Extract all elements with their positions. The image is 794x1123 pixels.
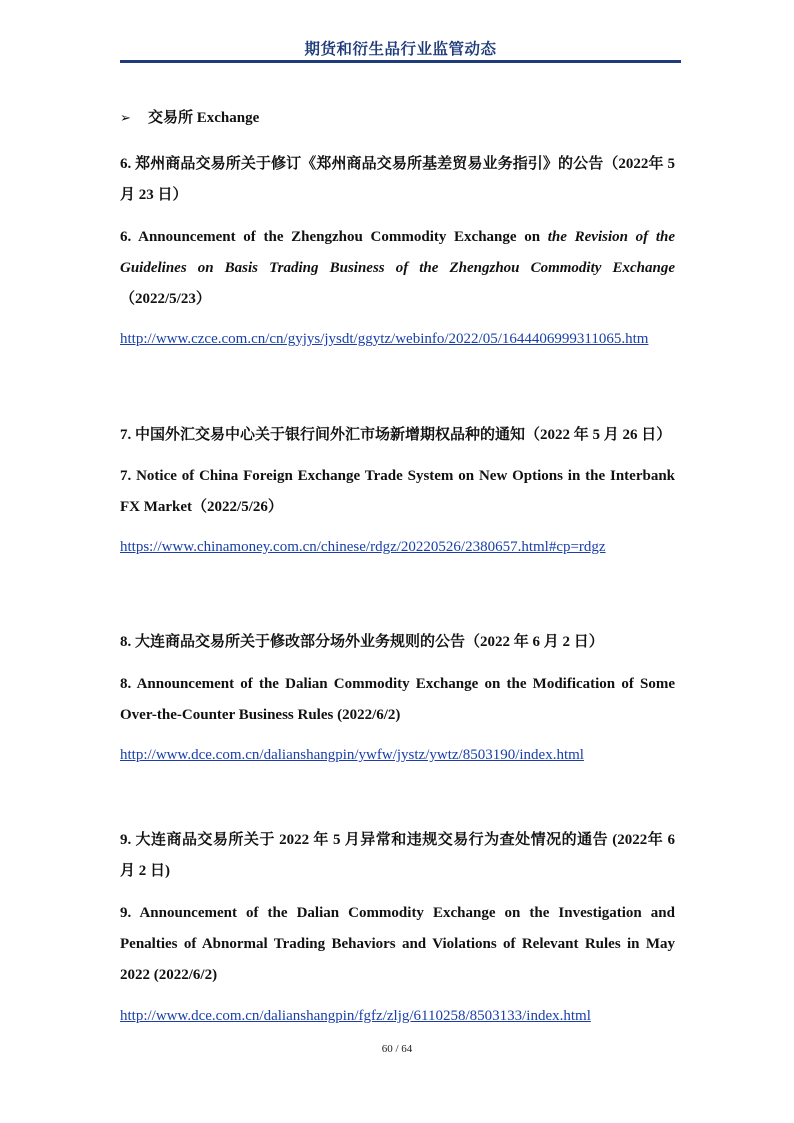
news-item-8 (120, 627, 675, 731)
item-8-title-zh: 8. 大连商品交易所关于修改部分场外业务规则的公告（2022 年 6 月 2 日） (120, 634, 604, 650)
item-6-title-en-italic: the Revision of the Guidelines on Basis Trading Business of the Zhengzhou Commodity Exchange (120, 229, 675, 276)
page-header-title: 期货和衍生品行业监管动态 (304, 40, 497, 58)
arrow-bullet-icon: ➢ (120, 111, 131, 126)
item-7-title-zh: 7. 中国外汇交易中心关于银行间外汇市场新增期权品种的通知（2022 年 5 月 26 日） (120, 427, 672, 443)
item-8-link[interactable]: http://www.dce.com.cn/dalianshangpin/ywfw/jystz/ywtz/8503190/index.html (120, 747, 584, 763)
item-7-link[interactable]: https://www.chinamoney.com.cn/chinese/rdgz/20220526/2380657.html#cp=rdgz (120, 539, 606, 555)
section-label: 交易所 Exchange (148, 110, 260, 126)
item-6-link[interactable]: http://www.czce.com.cn/cn/gyjys/jysdt/ggytz/webinfo/2022/05/1644406999311065.htm (120, 331, 649, 347)
news-item-7 (120, 420, 675, 523)
item-6-title-zh: 6. 郑州商品交易所关于修订《郑州商品交易所基差贸易业务指引》的公告（2022年 5 月 23 日） (120, 156, 675, 203)
header-divider (120, 60, 681, 63)
section-heading (120, 106, 259, 127)
item-7-title-en: 7. Notice of China Foreign Exchange Trade System on New Options in the Interbank FX Market（2022/5/26） (120, 468, 675, 515)
item-9-link[interactable]: http://www.dce.com.cn/dalianshangpin/fgfz/zljg/6110258/8503133/index.html (120, 1008, 591, 1024)
page-number: 60 / 64 (381, 1043, 413, 1055)
item-9-title-en: 9. Announcement of the Dalian Commodity Exchange on the Investigation and Penalties of Abnormal Trading Behaviors and Violations of Relevant Rules in May 2022 (2022/6/2) (120, 905, 675, 983)
item-6-title-en-text: 6. Announcement of the Zhengzhou Commodity Exchange on (120, 229, 548, 245)
news-item-9 (120, 825, 675, 991)
item-8-title-en: 8. Announcement of the Dalian Commodity Exchange on the Modification of Some Over-the-Counter Business Rules (2022/6/2) (120, 676, 675, 723)
item-9-title-zh: 9. 大连商品交易所关于 2022 年 5 月异常和违规交易行为查处情况的通告 (2022年 6 月 2 日) (120, 832, 675, 879)
news-item-6 (120, 149, 675, 315)
item-6-title-en (120, 222, 675, 315)
item-6-title-en-date: （2022/5/23） (120, 291, 211, 307)
